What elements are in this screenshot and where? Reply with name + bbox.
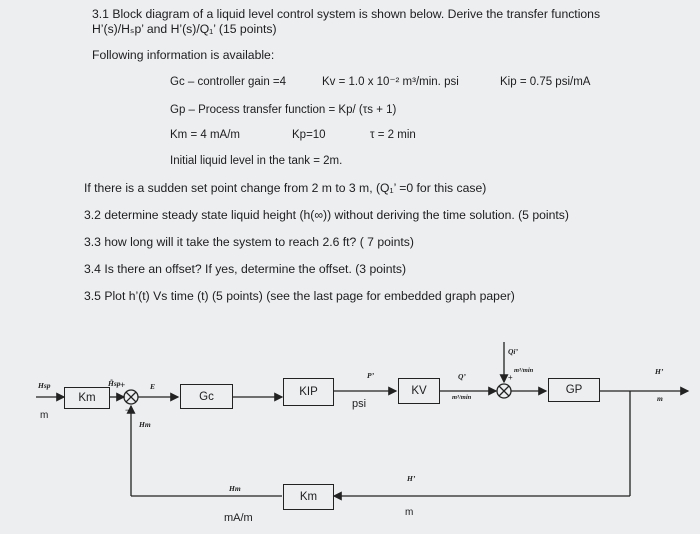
plus-sign-top: +	[120, 380, 126, 390]
question-3-4: 3.4 Is there an offset? If yes, determine the offset. (3 points)	[84, 262, 407, 276]
hsp-input-label: Hsp	[38, 381, 51, 390]
km-feedback-block: Km	[283, 484, 334, 510]
kv-block: KV	[398, 378, 440, 404]
qi-top-label: Qi’	[508, 347, 518, 356]
question-3-3: 3.3 how long will it take the system to reach 2.6 ft? ( 7 points)	[84, 235, 414, 249]
kip-block: KIP	[283, 378, 334, 406]
tau-text: τ = 2 min	[370, 129, 416, 141]
question-3-2: 3.2 determine steady state liquid height (h(∞)) without deriving the time solution. (5 points)	[84, 208, 569, 222]
problem-title-line2: H’(s)/Hₛp’ and H’(s)/Q₁’ (15 points)	[92, 22, 277, 36]
m-output-label: m	[657, 394, 663, 403]
minus-sign-bottom: −	[125, 405, 131, 415]
hm-bottom-label: Hm	[229, 484, 241, 493]
gc-block: Gc	[180, 384, 233, 409]
kv-text: Kv = 1.0 x 10⁻² m³/min. psi	[322, 76, 459, 88]
m-feedback-label: m	[405, 507, 414, 518]
problem-title-line1: 3.1 Block diagram of a liquid level control system is shown below. Derive the transfer functions	[92, 7, 601, 21]
ma-per-m-label: mA/m	[224, 512, 253, 524]
p-signal-label: P’	[367, 371, 375, 380]
gp-block: GP	[548, 378, 600, 402]
plus-sign-right: +	[508, 373, 513, 382]
error-label: E	[150, 382, 156, 391]
psi-label: psi	[352, 398, 367, 410]
hsp-tilde-label: H̃sp	[108, 379, 121, 388]
setpoint-change-text: If there is a sudden set point change from 2 m to 3 m, (Q₁’ =0 for this case)	[84, 181, 487, 195]
m-left-label: m	[40, 410, 49, 421]
q-signal-label: Q’	[458, 372, 466, 381]
h-output-label: H’	[655, 367, 664, 376]
h-feedback-label: H’	[407, 474, 416, 483]
question-3-5: 3.5 Plot h’(t) Vs time (t) (5 points) (see the last page for embedded graph paper)	[84, 289, 515, 303]
gc-gain-text: Gc – controller gain =4	[170, 76, 287, 88]
gp-text: Gp – Process transfer function = Kp/ (τs + 1)	[170, 104, 397, 116]
hm-top-label: Hm	[139, 420, 151, 429]
kip-text: Kip = 0.75 psi/mA	[500, 76, 591, 88]
qi-unit-label: m³/min	[514, 367, 534, 374]
following-info-heading: Following information is available:	[92, 48, 275, 62]
initial-level-text: Initial liquid level in the tank = 2m.	[170, 155, 343, 167]
q-unit-label: m³/min	[452, 394, 472, 401]
km-input-block: Km	[64, 387, 110, 409]
km-text: Km = 4 mA/m	[170, 129, 240, 141]
kp-text: Kp=10	[292, 129, 326, 141]
